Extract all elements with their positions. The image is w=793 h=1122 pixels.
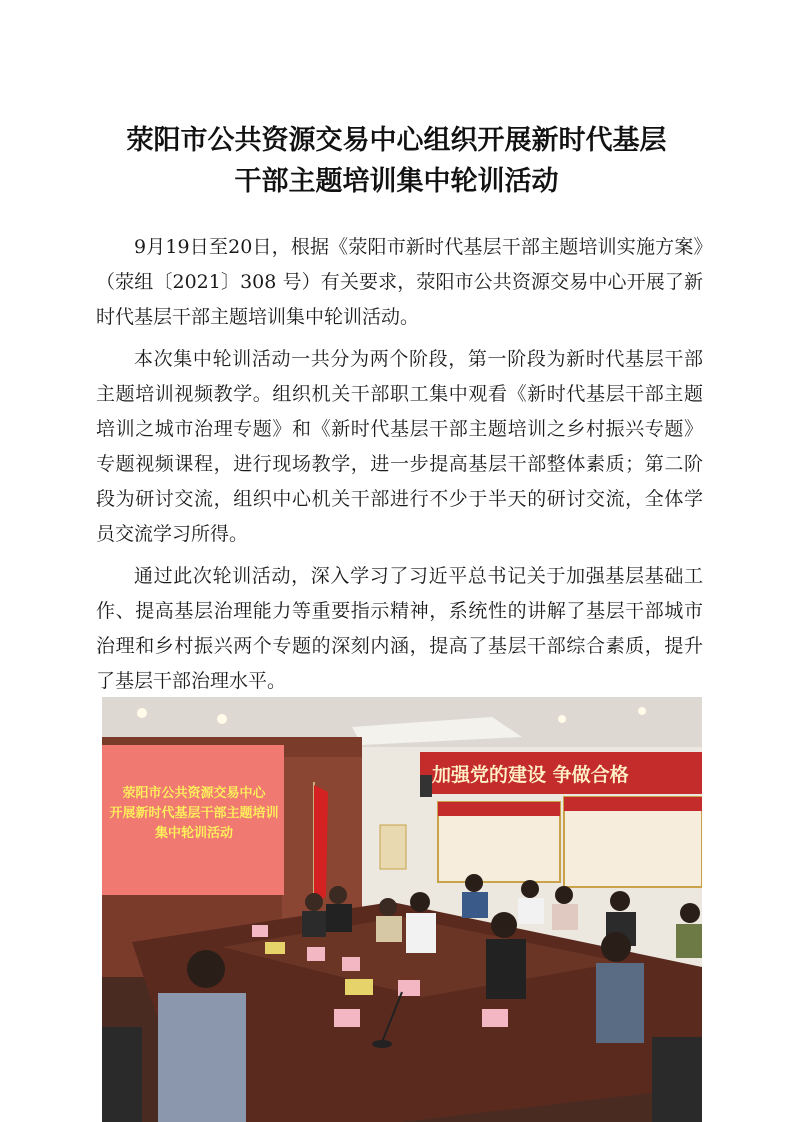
ceiling-spotlight — [558, 715, 566, 723]
meeting-photo — [102, 697, 702, 1122]
paragraph-2: 本次集中轮训活动一共分为两个阶段，第一阶段为新时代基层干部主题培训视频教学。组织机关干部职工集中观看《新时代基层干部主题培训之城市治理专题》和《新时代基层干部主题培训之乡村振兴专题》专题视频课程，进行现场教学，进一步提高基层干部整体素质；第二阶段为研讨交流，组织中心机关干部进行不少于半天的研讨交流，全体学员交流学习所得。 — [96, 348, 703, 545]
title-line-2: 干部主题培训集中轮训活动 — [234, 166, 559, 197]
notice-board-header — [564, 797, 702, 811]
wall-plaque — [380, 825, 406, 869]
tissue-box — [345, 979, 373, 995]
name-card — [307, 947, 325, 961]
paragraph-3: 通过此次轮训活动，深入学习了习近平总书记关于加强基层基础工作、提高基层治理能力等重要指示精神，系统性的讲解了基层干部城市治理和乡村振兴两个专题的深刻内涵，提高了基层干部综合素质，提升了基层干部治理水平。 — [96, 565, 703, 692]
wall-speaker — [420, 775, 432, 797]
document-body — [96, 230, 703, 699]
document-title — [0, 120, 793, 202]
ceiling-spotlight — [638, 707, 646, 715]
name-card — [334, 1009, 360, 1027]
microphone-base — [372, 1040, 392, 1048]
screen-text-line-2: 开展新时代基层干部主题培训 — [109, 806, 279, 821]
paragraph-1: 9月19日至20日，根据《荥阳市新时代基层干部主题培训实施方案》（荥组〔2021〕308 号）有关要求，荥阳市公共资源交易中心开展了新时代基层干部主题培训集中轮训活动。 — [96, 236, 703, 328]
red-flag — [314, 785, 328, 902]
screen-text-line-3: 集中轮训活动 — [154, 826, 234, 841]
name-card — [252, 925, 268, 937]
notice-board-header — [438, 802, 560, 816]
screen-text-line-1: 荥阳市公共资源交易中心 — [122, 786, 266, 801]
meeting-photo-illustration — [102, 697, 702, 1122]
name-card — [482, 1009, 508, 1027]
name-card — [342, 957, 360, 971]
title-line-1: 荥阳市公共资源交易中心组织开展新时代基层 — [126, 125, 667, 156]
chair — [652, 1037, 702, 1122]
ceiling-spotlight — [137, 708, 147, 718]
tissue-box — [265, 942, 285, 954]
chair — [102, 1027, 142, 1122]
ceiling-spotlight — [217, 714, 227, 724]
wall-slogan: 加强党的建设 争做合格 — [432, 764, 629, 786]
